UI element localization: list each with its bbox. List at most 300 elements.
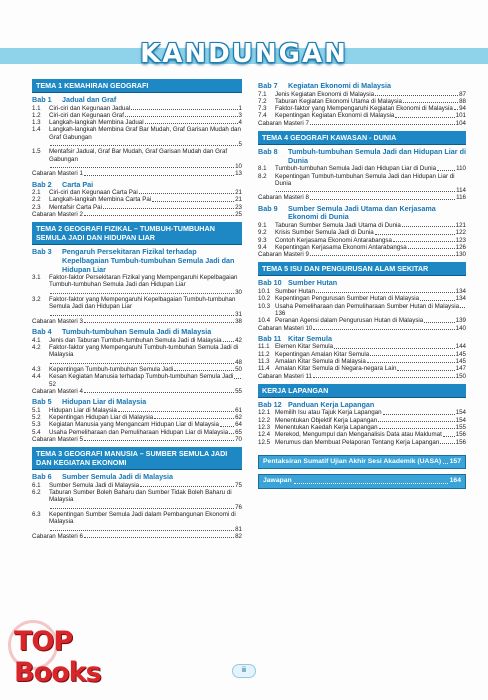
cabaran-masteri	[32, 436, 242, 443]
entry-title: Kepentingan Kerjasama Ekonomi Antarabangsa	[275, 243, 407, 251]
entry-page: 110	[456, 165, 466, 173]
entry-page: 3	[238, 111, 242, 119]
cabaran-label: Cabaran Masteri 4	[32, 387, 83, 395]
entry-line	[49, 482, 242, 489]
cabaran-masteri	[258, 120, 466, 127]
cabaran-masteri	[32, 170, 242, 177]
bab-heading	[258, 279, 466, 288]
dot-leader	[223, 341, 235, 342]
cabaran-masteri	[258, 373, 466, 380]
entry-line	[275, 417, 466, 424]
entry-number: 6.1	[32, 481, 41, 489]
tema-heading: TEMA 3 GEOGRAFI MANUSIA – SUMBER SEMULA JADI DAN KEGIATAN EKONOMI	[32, 447, 242, 470]
dot-leader	[84, 322, 234, 323]
entry-page: 139	[455, 317, 466, 325]
dot-leader	[50, 363, 234, 364]
entry-number: 10.4	[258, 317, 271, 325]
dot-leader	[378, 421, 455, 422]
dot-leader	[84, 175, 234, 176]
toc-entry	[32, 414, 242, 421]
dot-leader	[402, 226, 455, 227]
entry-line	[275, 358, 466, 365]
entry-number: 8.2	[258, 172, 267, 180]
entry-line	[49, 511, 242, 533]
entry-page: 50	[235, 365, 242, 373]
entry-line	[275, 244, 466, 251]
entry-text	[49, 407, 242, 414]
dot-leader	[229, 433, 234, 434]
entry-title: Elemen Kitar Semula	[275, 343, 334, 351]
entry-text	[49, 112, 242, 119]
entry-line	[275, 91, 466, 98]
bab-title: Jadual dan Graf	[62, 95, 117, 104]
entry-text	[275, 424, 466, 431]
entry-page: 81	[235, 525, 242, 533]
dot-leader	[50, 530, 234, 531]
entry-title: Kepentingan Amalan Kitar Semula	[275, 350, 370, 358]
entry-page: 88	[459, 97, 466, 105]
entry-text	[275, 431, 466, 438]
entry-number: 4.1	[32, 336, 41, 344]
dot-leader	[437, 170, 455, 171]
entry-line	[275, 165, 466, 172]
entry-number: 2.1	[32, 189, 41, 197]
bab-heading	[32, 328, 242, 337]
bab-title: Sumber Semula Jadi di Malaysia	[62, 472, 174, 482]
toc-entry	[258, 317, 466, 324]
dot-leader	[84, 392, 234, 393]
dot-leader	[393, 241, 455, 242]
entry-page: 154	[455, 409, 466, 417]
entry-text	[275, 288, 466, 295]
toc-entry	[258, 417, 466, 424]
dot-leader	[154, 418, 234, 419]
entry-text	[49, 421, 242, 428]
dot-leader	[443, 436, 455, 437]
entry-text	[49, 204, 242, 211]
entry-number: 7.3	[258, 105, 267, 113]
entry-page: 65	[235, 428, 242, 436]
bab-title: Panduan Kerja Lapangan	[288, 399, 375, 409]
bab-number: Bab 10	[258, 278, 282, 288]
entry-title: Amalan Kitar Semula di Negara-negara Lain	[275, 365, 397, 373]
entry-page: 121	[455, 221, 466, 229]
entry-line	[275, 351, 466, 358]
entry-text	[275, 105, 466, 112]
toc-entry	[258, 288, 466, 295]
dot-leader	[140, 486, 234, 487]
entry-title: Menentukan Objektif Kerja Lapangan	[275, 416, 378, 424]
entry-title: Ciri-ciri dan Kegunaan Jadual	[49, 104, 131, 112]
entry-line	[275, 365, 466, 372]
entry-text	[49, 482, 242, 489]
cabaran-label: Cabaran Masteri 1	[32, 170, 83, 178]
toc-entry	[32, 148, 242, 170]
toc-entry	[258, 343, 466, 350]
entry-text	[49, 511, 242, 533]
entry-title: Taburan Kegiatan Ekonomi Utama di Malaysia	[275, 97, 402, 105]
dot-leader	[420, 300, 455, 301]
toc-entry	[32, 344, 242, 366]
entry-title: Hidupan Liar di Malaysia	[49, 406, 117, 414]
toc-entry	[258, 222, 466, 229]
entry-number: 5.4	[32, 428, 41, 436]
entry-number: 5.1	[32, 406, 41, 414]
entry-text	[275, 222, 466, 229]
dot-leader	[403, 102, 458, 103]
logo-text: TOP Books	[14, 626, 101, 688]
entry-line	[275, 237, 466, 244]
bab-title: Sumber Hutan	[288, 278, 338, 288]
cabaran-page: 130	[455, 251, 466, 259]
entry-page: 147	[455, 365, 466, 373]
toc-entry	[258, 365, 466, 372]
dot-leader	[367, 362, 455, 363]
entry-number: 7.4	[258, 112, 267, 120]
dot-leader	[316, 292, 455, 293]
bab-number: Bab 5	[32, 397, 52, 407]
dot-leader	[50, 315, 234, 316]
entry-number: 11.3	[258, 357, 270, 365]
entry-line	[275, 439, 466, 446]
entry-text	[275, 351, 466, 358]
entry-text	[275, 417, 466, 424]
entry-number: 9.2	[258, 229, 267, 237]
cabaran-masteri	[258, 194, 466, 201]
cabaran-page: 150	[455, 372, 466, 380]
cabaran-label: Cabaran Masteri 11	[258, 372, 312, 380]
title-banner	[0, 38, 488, 72]
toc-entry	[258, 173, 466, 195]
entry-title: Ciri-ciri dan Kegunaan Carta Pai	[49, 189, 138, 197]
toc-entry	[32, 274, 242, 296]
page-number: ii	[232, 664, 256, 678]
dot-leader	[139, 193, 234, 194]
bab-number: Bab 6	[32, 472, 52, 482]
entry-text	[275, 295, 466, 302]
cabaran-page: 82	[235, 532, 242, 540]
cabaran-label: Cabaran Masteri 5	[32, 435, 83, 443]
entry-page: 62	[235, 414, 242, 422]
entry-number: 11.4	[258, 365, 270, 373]
bab-heading	[32, 96, 242, 105]
tema-heading: TEMA 4 GEOGRAFI KAWASAN - DUNIA	[258, 131, 466, 145]
bab-number: Bab 7	[258, 81, 278, 90]
dot-leader	[84, 215, 234, 216]
dot-leader	[125, 116, 238, 117]
bab-number: Bab 8	[258, 147, 278, 157]
entry-number: 5.3	[32, 421, 41, 429]
dot-leader	[174, 370, 234, 371]
cabaran-masteri	[32, 533, 242, 540]
entry-title: Mentafsir Carta Pai	[49, 203, 102, 211]
entry-line	[275, 295, 466, 302]
entry-title: Langkah-langkah Membina Graf Bar Mudah, Graf Garisan Mudah dan Graf Gabungan	[49, 126, 241, 141]
entry-page: 144	[455, 343, 466, 351]
entry-number: 1.5	[32, 148, 41, 156]
cabaran-page: 104	[455, 119, 466, 127]
cabaran-label: Cabaran Masteri 8	[258, 194, 309, 202]
entry-line	[49, 112, 242, 119]
entry-page: 64	[235, 421, 242, 429]
entry-title: Menentukan Kaedah Kerja Lapangan	[275, 424, 378, 432]
entry-page: 145	[455, 357, 466, 365]
entry-line	[49, 429, 242, 436]
entry-line	[275, 431, 466, 438]
dot-leader	[395, 117, 454, 118]
dot-leader	[234, 378, 241, 379]
dot-leader	[424, 322, 454, 323]
entry-number: 12.4	[258, 431, 271, 439]
entry-number: 10.3	[258, 302, 271, 310]
entry-number: 7.2	[258, 97, 267, 105]
page-title: KANDUNGAN	[140, 39, 348, 69]
toc-entry	[32, 296, 242, 318]
cabaran-page: 55	[235, 387, 242, 395]
entry-line	[275, 105, 466, 112]
spacer	[258, 446, 466, 450]
toc-entry	[32, 366, 242, 373]
bab-title: Sumber Semula Jadi Utama dan Kerjasama Ekonomi di Dunia	[288, 203, 436, 222]
cabaran-label: Cabaran Masteri 9	[258, 251, 309, 259]
toc-entry	[32, 112, 242, 119]
entry-number: 11.1	[258, 343, 270, 351]
entry-title: Jenis Kegiatan Ekonomi di Malaysia	[275, 90, 375, 98]
dot-leader	[103, 208, 234, 209]
right-column	[258, 79, 466, 489]
entry-number: 7.1	[258, 90, 267, 98]
entry-page: 145	[455, 350, 466, 358]
entry-number: 12.1	[258, 409, 271, 417]
dot-leader	[276, 191, 455, 192]
cabaran-masteri	[258, 251, 466, 258]
entry-number: 12.2	[258, 416, 271, 424]
entry-number: 11.2	[258, 350, 270, 358]
bab-title: Tumbuh-tumbuhan Semula Jadi di Malaysia	[62, 327, 212, 337]
entry-page: 48	[235, 358, 242, 366]
toc-entry	[258, 424, 466, 431]
entry-title: Peranan Agensi dalam Pengurusan Hutan di Malaysia	[275, 317, 424, 325]
toc-entry	[32, 407, 242, 414]
dot-leader	[294, 483, 448, 484]
dot-leader	[383, 414, 455, 415]
entry-line	[49, 274, 242, 296]
entry-page: 156	[455, 438, 466, 446]
entry-text	[275, 165, 466, 172]
toc-entry	[32, 196, 242, 203]
entry-text	[275, 244, 466, 251]
toc-entry	[258, 105, 466, 112]
entry-line	[49, 344, 242, 366]
toc-entry	[32, 373, 242, 388]
toc-entry	[32, 119, 242, 126]
dot-leader	[310, 255, 455, 256]
toc-entry	[258, 98, 466, 105]
box-title: Pentaksiran Sumatif Ujian Akhir Sesi Akademik (UASA)	[263, 457, 442, 465]
entry-text	[49, 489, 242, 511]
entry-title: Sumber Hutan	[275, 288, 315, 296]
entry-page: 134	[455, 288, 466, 296]
entry-title: Merumus dan Membuat Pelaporan Tentang Kerja Lapangan	[275, 438, 440, 446]
dot-leader	[84, 440, 234, 441]
entry-title: Faktor-faktor yang Mempengaruhi Tumbuh-tumbuhan Semula Jadi di Malaysia	[49, 344, 239, 359]
entry-number: 6.3	[32, 511, 41, 519]
bab-heading	[258, 148, 466, 165]
cabaran-page: 13	[235, 170, 242, 178]
cabaran-label: Cabaran Masteri 3	[32, 317, 83, 325]
entry-title: Kepentingan Tumbuh-tumbuhan Semula Jadi dan Hidupan Liar di Dunia	[275, 172, 455, 187]
entry-line	[49, 421, 242, 428]
entry-title: Jenis dan Taburan Tumbuh-tumbuhan Semula Jadi di Malaysia	[49, 336, 222, 344]
entry-text	[49, 189, 242, 196]
bab-title: Tumbuh-tumbuhan Semula Jadi dan Hidupan Liar di Dunia	[288, 147, 466, 165]
entry-number: 9.4	[258, 243, 267, 251]
entry-line	[49, 373, 242, 388]
tema-heading: TEMA 2 GEOGRAFI FIZIKAL – TUMBUH-TUMBUHAN SEMULA JADI DAN HIDUPAN LIAR	[32, 222, 242, 245]
entry-line	[275, 424, 466, 431]
bab-number: Bab 1	[32, 95, 52, 104]
entry-page: 123	[455, 236, 466, 244]
bab-heading	[258, 82, 466, 91]
dot-leader	[313, 329, 454, 330]
entry-line	[49, 337, 242, 344]
dot-leader	[313, 377, 455, 378]
toc-entry	[32, 511, 242, 533]
bab-number: Bab 12	[258, 399, 282, 409]
entry-number: 10.1	[258, 288, 271, 296]
entry-title: Kepentingan Sumber Semula Jadi dalam Pembangunan Ekonomi di Malaysia	[49, 511, 236, 526]
spacer	[32, 540, 242, 544]
entry-line	[275, 98, 466, 105]
topbooks-logo	[4, 612, 124, 688]
entry-title: Krisis Sumber Semula Jadi di Dunia	[275, 229, 374, 237]
entry-number: 1.3	[32, 119, 41, 127]
dot-leader	[460, 307, 465, 308]
entry-title: Tumbuh-tumbuhan Semula Jadi dan Hidupan Liar di Dunia	[275, 165, 437, 173]
bab-title: Carta Pai	[62, 179, 94, 189]
entry-line	[275, 317, 466, 324]
entry-text	[49, 119, 242, 126]
bab-heading	[258, 205, 466, 222]
entry-number: 4.3	[32, 365, 41, 373]
toc-entry	[32, 204, 242, 211]
toc-entry	[32, 105, 242, 112]
toc-entry	[32, 337, 242, 344]
entry-page: 10	[235, 162, 242, 170]
toc-entry	[32, 429, 242, 436]
toc-entry	[258, 439, 466, 446]
bab-heading	[32, 248, 242, 274]
entry-line	[49, 148, 242, 170]
entry-text	[275, 365, 466, 372]
entry-text	[275, 229, 466, 236]
entry-title: Taburan Sumber Semula Jadi Utama di Dunia	[275, 221, 401, 229]
entry-text	[275, 358, 466, 365]
toc-entry	[258, 303, 466, 318]
toc-entry	[258, 358, 466, 365]
entry-page: 31	[235, 310, 242, 318]
entry-page: 23	[235, 203, 242, 211]
dot-leader	[310, 199, 455, 200]
dot-leader	[152, 201, 234, 202]
toc-entry	[258, 431, 466, 438]
dot-leader	[145, 123, 238, 124]
bab-heading	[32, 398, 242, 407]
dot-leader	[50, 145, 238, 146]
entry-text	[49, 274, 242, 296]
entry-number: 2.3	[32, 203, 41, 211]
entry-page: 76	[235, 503, 242, 511]
entry-page: 122	[455, 229, 466, 237]
cabaran-masteri	[32, 388, 242, 395]
toc-entry	[258, 351, 466, 358]
entry-line	[49, 204, 242, 211]
entry-line	[49, 119, 242, 126]
entry-line	[275, 343, 466, 350]
entry-text	[275, 439, 466, 446]
dot-leader	[334, 348, 455, 349]
entry-text	[49, 344, 242, 366]
entry-title: Langkah-langkah Membina Jadual	[49, 119, 144, 127]
entry-number: 4.4	[32, 373, 41, 381]
box-page: 157	[449, 457, 461, 465]
entry-line	[275, 288, 466, 295]
dot-leader	[375, 95, 458, 96]
dot-leader	[408, 248, 455, 249]
dot-leader	[379, 428, 455, 429]
dot-leader	[84, 537, 234, 538]
entry-number: 3.2	[32, 296, 41, 304]
entry-title: Kesan Kegiatan Manusia terhadap Tumbuh-tumbuhan Semula Jadi	[49, 373, 234, 381]
dot-leader	[50, 508, 234, 509]
entry-text	[275, 98, 466, 105]
cabaran-masteri	[32, 318, 242, 325]
entry-line	[49, 489, 242, 511]
dot-leader	[397, 370, 454, 371]
bab-title: Hidupan Liar di Malaysia	[62, 397, 147, 407]
bab-heading	[32, 181, 242, 190]
cabaran-page: 70	[235, 435, 242, 443]
toc-entry	[258, 244, 466, 251]
tema-heading: TEMA 5 ISU DAN PENGURUSAN ALAM SEKITAR	[258, 262, 466, 276]
dot-leader	[50, 293, 234, 294]
entry-page: 136	[275, 309, 286, 317]
cabaran-page: 140	[455, 324, 466, 332]
entry-number: 5.2	[32, 414, 41, 422]
entry-text	[275, 409, 466, 416]
entry-number: 12.5	[258, 438, 271, 446]
toc-entry	[32, 189, 242, 196]
tema-heading: KERJA LAPANGAN	[258, 384, 466, 398]
entry-page: 154	[455, 416, 466, 424]
bab-title: Kitar Semula	[288, 333, 332, 343]
box-page: 164	[449, 477, 461, 485]
entry-page: 21	[235, 196, 242, 204]
entry-line	[49, 105, 242, 112]
entry-page: 5	[238, 141, 242, 149]
entry-text	[275, 237, 466, 244]
cabaran-page: 38	[235, 317, 242, 325]
entry-number: 3.1	[32, 274, 41, 282]
entry-line	[49, 414, 242, 421]
toc-entry	[32, 482, 242, 489]
toc-entry	[32, 421, 242, 428]
toc-entry	[258, 165, 466, 172]
entry-page: 101	[455, 112, 466, 120]
entry-text	[275, 343, 466, 350]
bab-number: Bab 9	[258, 203, 278, 213]
cabaran-label: Cabaran Masteri 6	[32, 532, 83, 540]
